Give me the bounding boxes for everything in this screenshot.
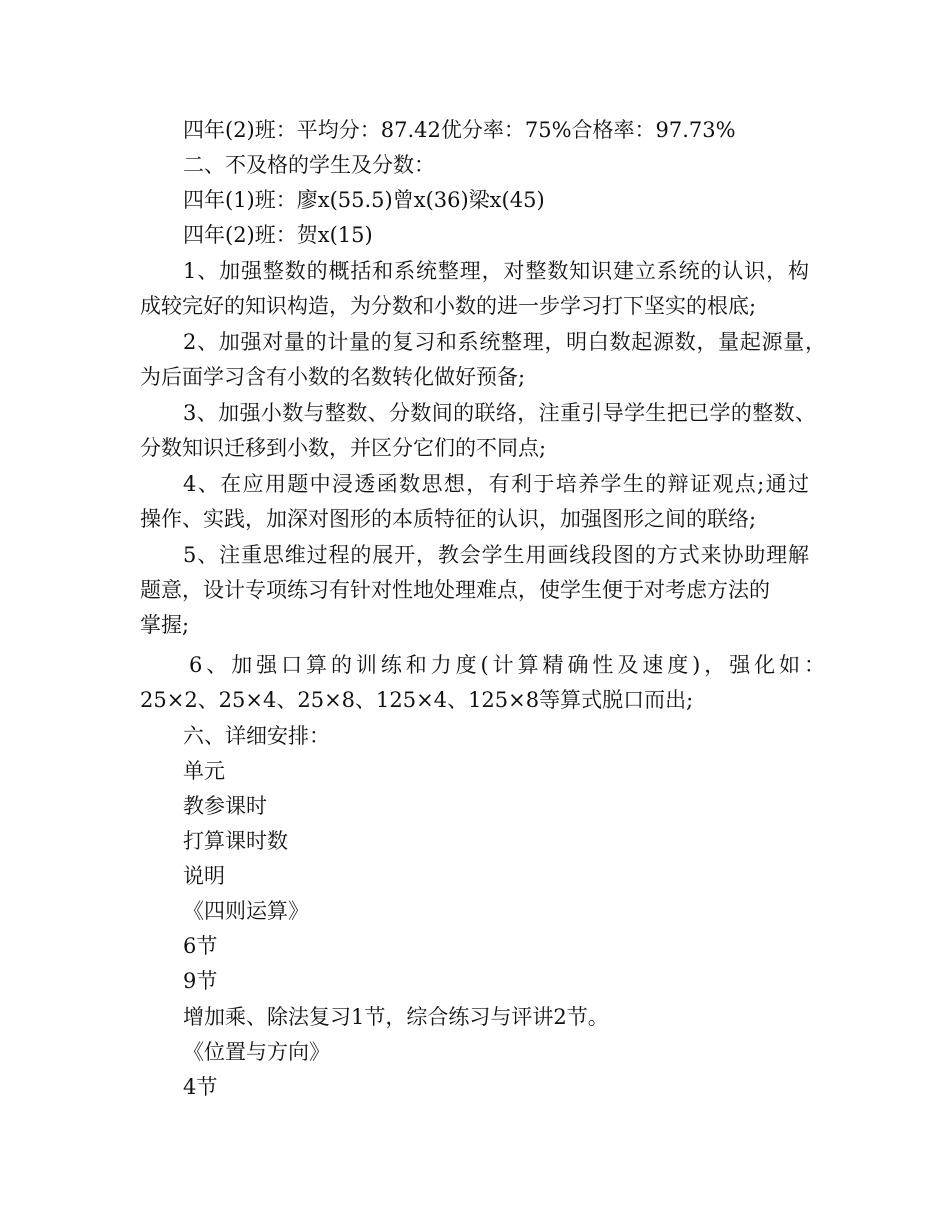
- class-4-1-failing: 四年(1)班：廖x(55.5)曾x(36)梁x(45): [183, 188, 545, 212]
- measure-4-line-2: 操作、实践，加深对图形的本质特征的认识，加强图形之间的联络;: [140, 507, 757, 531]
- measure-6-line-2: 25×2、25×4、25×8、125×4、125×8等算式脱口而出;: [140, 688, 694, 712]
- measure-2-line-2: 为后面学习含有小数的名数转化做好预备;: [140, 365, 526, 389]
- class-4-2-failing: 四年(2)班：贺x(15): [183, 223, 373, 247]
- table-header-notes: 说明: [183, 864, 225, 888]
- measure-6-line-1: 6、加强口算的训练和力度(计算精确性及速度)，强化如：: [189, 653, 825, 677]
- measure-5-line-1: 5、注重思维过程的展开，教会学生用画线段图的方式来协助理解: [183, 543, 809, 567]
- measure-2-line-1: 2、加强对量的计量的复习和系统整理，明白数起源数，量起源量，: [183, 330, 826, 354]
- measure-5-line-3: 掌握;: [140, 613, 190, 637]
- unit-notes: 增加乘、除法复习1节，综合练习与评讲2节。: [183, 1005, 609, 1029]
- measure-3-line-2: 分数知识迁移到小数，并区分它们的不同点;: [140, 436, 547, 460]
- unit-name: 《四则运算》: [183, 899, 309, 923]
- measure-1-line-2: 成较完好的知识构造，为分数和小数的进一步学习打下坚实的根底;: [140, 294, 757, 318]
- unit-reference-periods: 4节: [183, 1075, 218, 1099]
- measure-5-line-2: 题意，设计专项练习有针对性地处理难点，使学生便于对考虑方法的: [140, 578, 770, 602]
- table-header-planned-periods: 打算课时数: [183, 829, 288, 853]
- section-detailed-arrangement-heading: 六、详细安排：: [183, 724, 330, 748]
- unit-reference-periods: 6节: [183, 934, 218, 958]
- table-header-unit: 单元: [183, 759, 225, 783]
- unit-planned-periods: 9节: [183, 969, 218, 993]
- section-failing-students-heading: 二、不及格的学生及分数：: [183, 153, 435, 177]
- class-4-2-scores: 四年(2)班：平均分：87.42优分率：75%合格率：97.73%: [183, 118, 736, 142]
- measure-3-line-1: 3、加强小数与整数、分数间的联络，注重引导学生把已学的整数、: [183, 401, 816, 425]
- measure-1-line-1: 1、加强整数的概括和系统整理，对整数知识建立系统的认识，构: [183, 259, 809, 283]
- measure-4-line-1: 4、在应用题中浸透函数思想，有利于培养学生的辩证观点;通过: [183, 472, 809, 496]
- table-header-reference-periods: 教参课时: [183, 794, 267, 818]
- unit-name: 《位置与方向》: [183, 1040, 330, 1064]
